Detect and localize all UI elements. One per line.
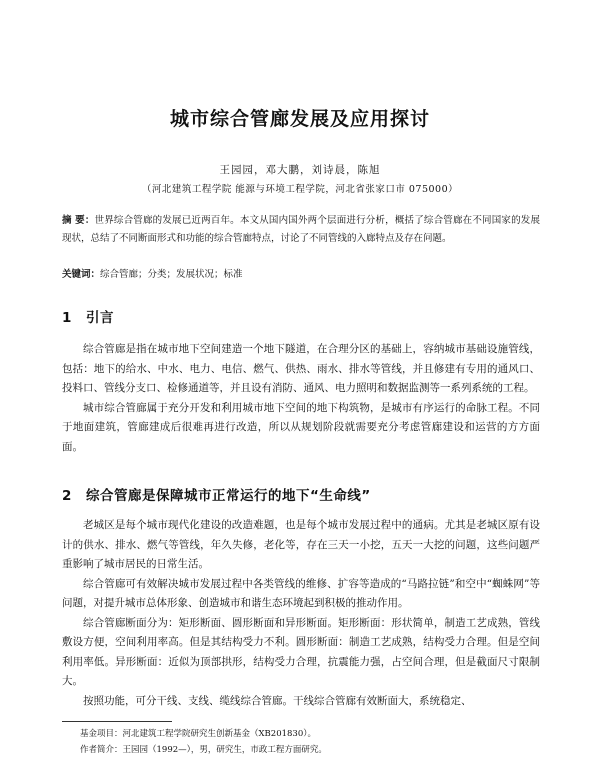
- author-list: 王园园，邓大鹏，刘诗晨，陈旭: [219, 164, 381, 176]
- footnote-author-bio: 作者简介：王园园（1992—），男，研究生，市政工程方面研究。: [80, 745, 327, 755]
- section-number: 1: [62, 310, 72, 326]
- body-paragraph: 城市综合管廊属于充分开发和利用城市地下空间的地下构筑物，是城市有序运行的命脉工程。不同于地面建筑，管廊建成后很难再进行改造，所以从规划阶段就需要充分考虑管廊建设和运营的方方面面。: [62, 401, 540, 453]
- keywords-label: 关键词：: [62, 269, 101, 280]
- keywords: [62, 266, 540, 284]
- section-title: 引言: [86, 310, 114, 326]
- section-body-lifeline: [62, 516, 540, 711]
- body-paragraph: 老城区是每个城市现代化建设的改造难题，也是每个城市发展过程中的通病。尤其是老城区原有设计的供水、排水、燃气等管线，年久失修，老化等，存在三天一小挖，五天一大挖的问题，这些问题严重影响了城市居民的日常生活。: [62, 519, 540, 570]
- abstract-text: 世界综合管廊的发展已近两百年。本文从国内国外两个层面进行分析，概括了综合管廊在不同国家的发展现状，总结了不同断面形式和功能的综合管廊特点，讨论了不同管线的入廊特点及存在问题。: [62, 215, 540, 244]
- author-affiliation: （河北建筑工程学院 能源与环境工程学院，河北省张家口市 075000）: [141, 184, 459, 195]
- body-paragraph: 综合管廊断面分为：矩形断面、圆形断面和异形断面。矩形断面：形状简单，制造工艺成熟，管线敷设方便，空间利用率高。但是其结构受力不利。圆形断面：制造工艺成熟，结构受力合理。但是空间利用率低。异形断面：近似为顶部拱形，结构受力合理，抗震能力强，占空间合理，但是截面尺寸限制大。: [62, 616, 540, 687]
- abstract: [62, 212, 540, 248]
- section-heading-introduction: [62, 306, 114, 326]
- abstract-label: 摘 要：: [62, 215, 95, 226]
- body-paragraph: 综合管廊是指在城市地下空间建造一个地下隧道，在合理分区的基础上，容纳城市基础设施管线，包括：地下的给水、中水、电力、电信、燃气、供热、雨水、排水等管线，并且修建有专用的通风口、投料口、管线分支口、检修通道等，并且设有消防、通风、电力照明和数据监测等一系列系统的工程。: [62, 343, 540, 394]
- keywords-text: 综合管廊；分类；发展状况；标准: [100, 269, 243, 280]
- section-number: 2: [62, 488, 72, 504]
- section-title: 综合管廊是保障城市正常运行的地下“生命线”: [86, 488, 371, 504]
- body-paragraph: 按照功能，可分干线、支线、缆线综合管廊。干线综合管廊有效断面大，系统稳定、: [83, 694, 472, 707]
- section-body-introduction: [62, 340, 540, 457]
- footnote-divider: [62, 721, 172, 722]
- footnotes: [80, 726, 540, 758]
- body-paragraph: 综合管廊可有效解决城市发展过程中各类管线的维修、扩容等造成的“马路拉链”和空中“蜘蛛网”等问题，对提升城市总体形象、创造城市和谐生态环境起到积极的推动作用。: [62, 577, 540, 609]
- paper-title: 城市综合管廊发展及应用探讨: [169, 108, 430, 130]
- footnote-funding: 基金项目：河北建筑工程学院研究生创新基金（XB201830）。: [80, 729, 316, 739]
- section-heading-lifeline: [62, 484, 371, 504]
